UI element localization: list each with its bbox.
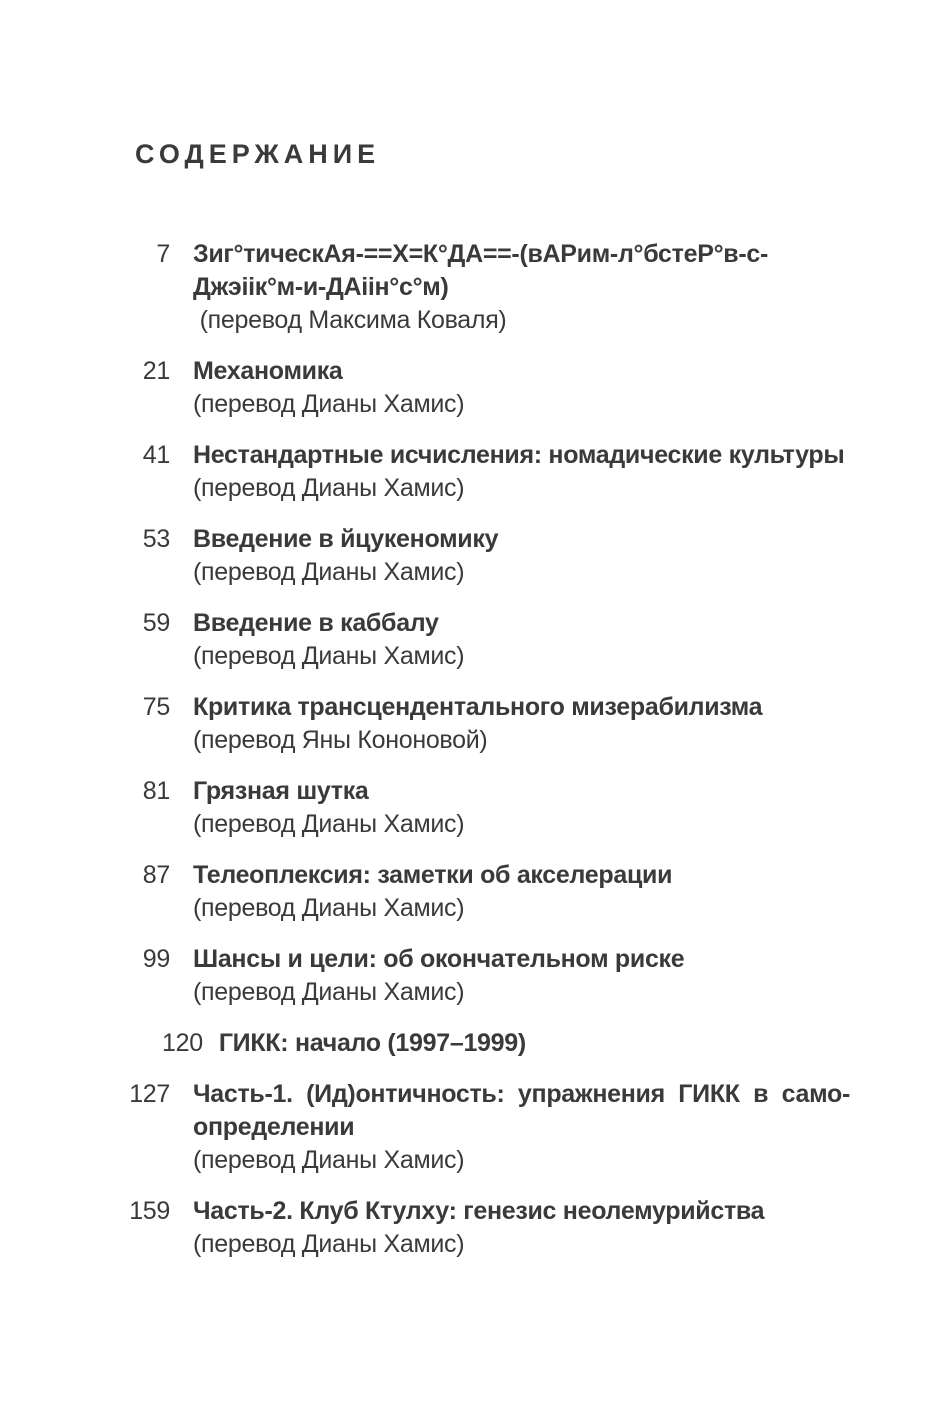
toc-entry-title: Зиг°тическАя-==Х=К°ДА==-(вАРим-л°бстеР°в-с-Джэiiк°м-и-ДАiiн°с°м) (193, 240, 768, 301)
toc-entry-content (193, 607, 850, 673)
toc-entry (112, 607, 945, 673)
toc-entry-translator: (перевод Дианы Хамис) (193, 978, 465, 1006)
toc-entry (112, 238, 945, 337)
toc-entry-content (193, 355, 850, 421)
toc-entry-content (193, 691, 850, 757)
toc-entry-content (162, 1027, 819, 1060)
toc-entry (162, 1027, 945, 1060)
toc-entry-translator: (перевод Дианы Хамис) (193, 642, 465, 670)
toc-entry-title: Шансы и цели: об окончательном риске (193, 945, 685, 973)
toc-entry-translator: (перевод Дианы Хамис) (193, 894, 465, 922)
toc-page-number: 120 (162, 1029, 203, 1057)
toc-entry-content (193, 238, 850, 337)
toc-entry-content (193, 775, 850, 841)
toc-entry (112, 859, 945, 925)
toc-page-number: 81 (142, 777, 170, 805)
toc-page-number: 7 (156, 240, 170, 268)
toc-entry-content (193, 439, 850, 505)
toc-entry-translator: (перевод Дианы Хамис) (193, 810, 465, 838)
toc-entry (112, 523, 945, 589)
toc-entry-translator: (перевод Дианы Хамис) (193, 558, 465, 586)
toc-page-number: 21 (142, 357, 170, 385)
toc-entry (112, 439, 945, 505)
toc-entry-title: Телеоплексия: заметки об акселерации (193, 861, 673, 889)
toc-entry-title: Грязная шутка (193, 777, 369, 805)
page-title: СОДЕРЖАНИЕ (135, 139, 381, 169)
toc-entry-translator: (перевод Дианы Хамис) (193, 390, 465, 418)
toc-entry-title: Часть-1. (Ид)онтичность: упражнения ГИКК в само-определении (193, 1080, 850, 1141)
toc-entry-content (193, 523, 850, 589)
toc-entry-content (193, 859, 850, 925)
toc-entry (112, 775, 945, 841)
toc-page-number: 127 (129, 1080, 170, 1108)
toc-entry-content (193, 1195, 850, 1261)
toc-page-number: 159 (129, 1197, 170, 1225)
toc-entry-line (162, 1027, 819, 1060)
toc-entry-translator: (перевод Дианы Хамис) (193, 474, 465, 502)
toc-entry-translator: (перевод Максима Коваля) (193, 306, 507, 334)
toc-entry (112, 355, 945, 421)
toc-entry-title: Введение в йцукеномику (193, 525, 499, 553)
toc-entry (112, 1195, 945, 1261)
toc-entry (112, 1078, 945, 1177)
toc-page-number: 53 (142, 525, 170, 553)
table-of-contents (112, 238, 945, 1261)
toc-entry-title: Часть-2. Клуб Ктулху: генезис неолемурийства (193, 1197, 765, 1225)
toc-entry-title: Нестандартные исчисления: номадические культуры (193, 441, 845, 469)
toc-entry (112, 691, 945, 757)
toc-entry-content (193, 1078, 850, 1177)
toc-entry-title: Механомика (193, 357, 343, 385)
toc-page-number: 59 (142, 609, 170, 637)
toc-entry-title: Критика трансцендентального мизерабилизма (193, 693, 763, 721)
toc-entry-title: ГИКК: начало (1997–1999) (218, 1029, 526, 1057)
toc-entry-translator: (перевод Дианы Хамис) (193, 1146, 465, 1174)
toc-entry-title: Введение в каббалу (193, 609, 439, 637)
toc-entry-content (193, 943, 850, 1009)
toc-page-number: 99 (142, 945, 170, 973)
toc-entry-translator: (перевод Яны Кононовой) (193, 726, 488, 754)
toc-entry-translator: (перевод Дианы Хамис) (193, 1230, 465, 1258)
toc-page-number: 41 (142, 441, 170, 469)
toc-page-number: 87 (142, 861, 170, 889)
toc-page-number: 75 (142, 693, 170, 721)
toc-entry (112, 943, 945, 1009)
